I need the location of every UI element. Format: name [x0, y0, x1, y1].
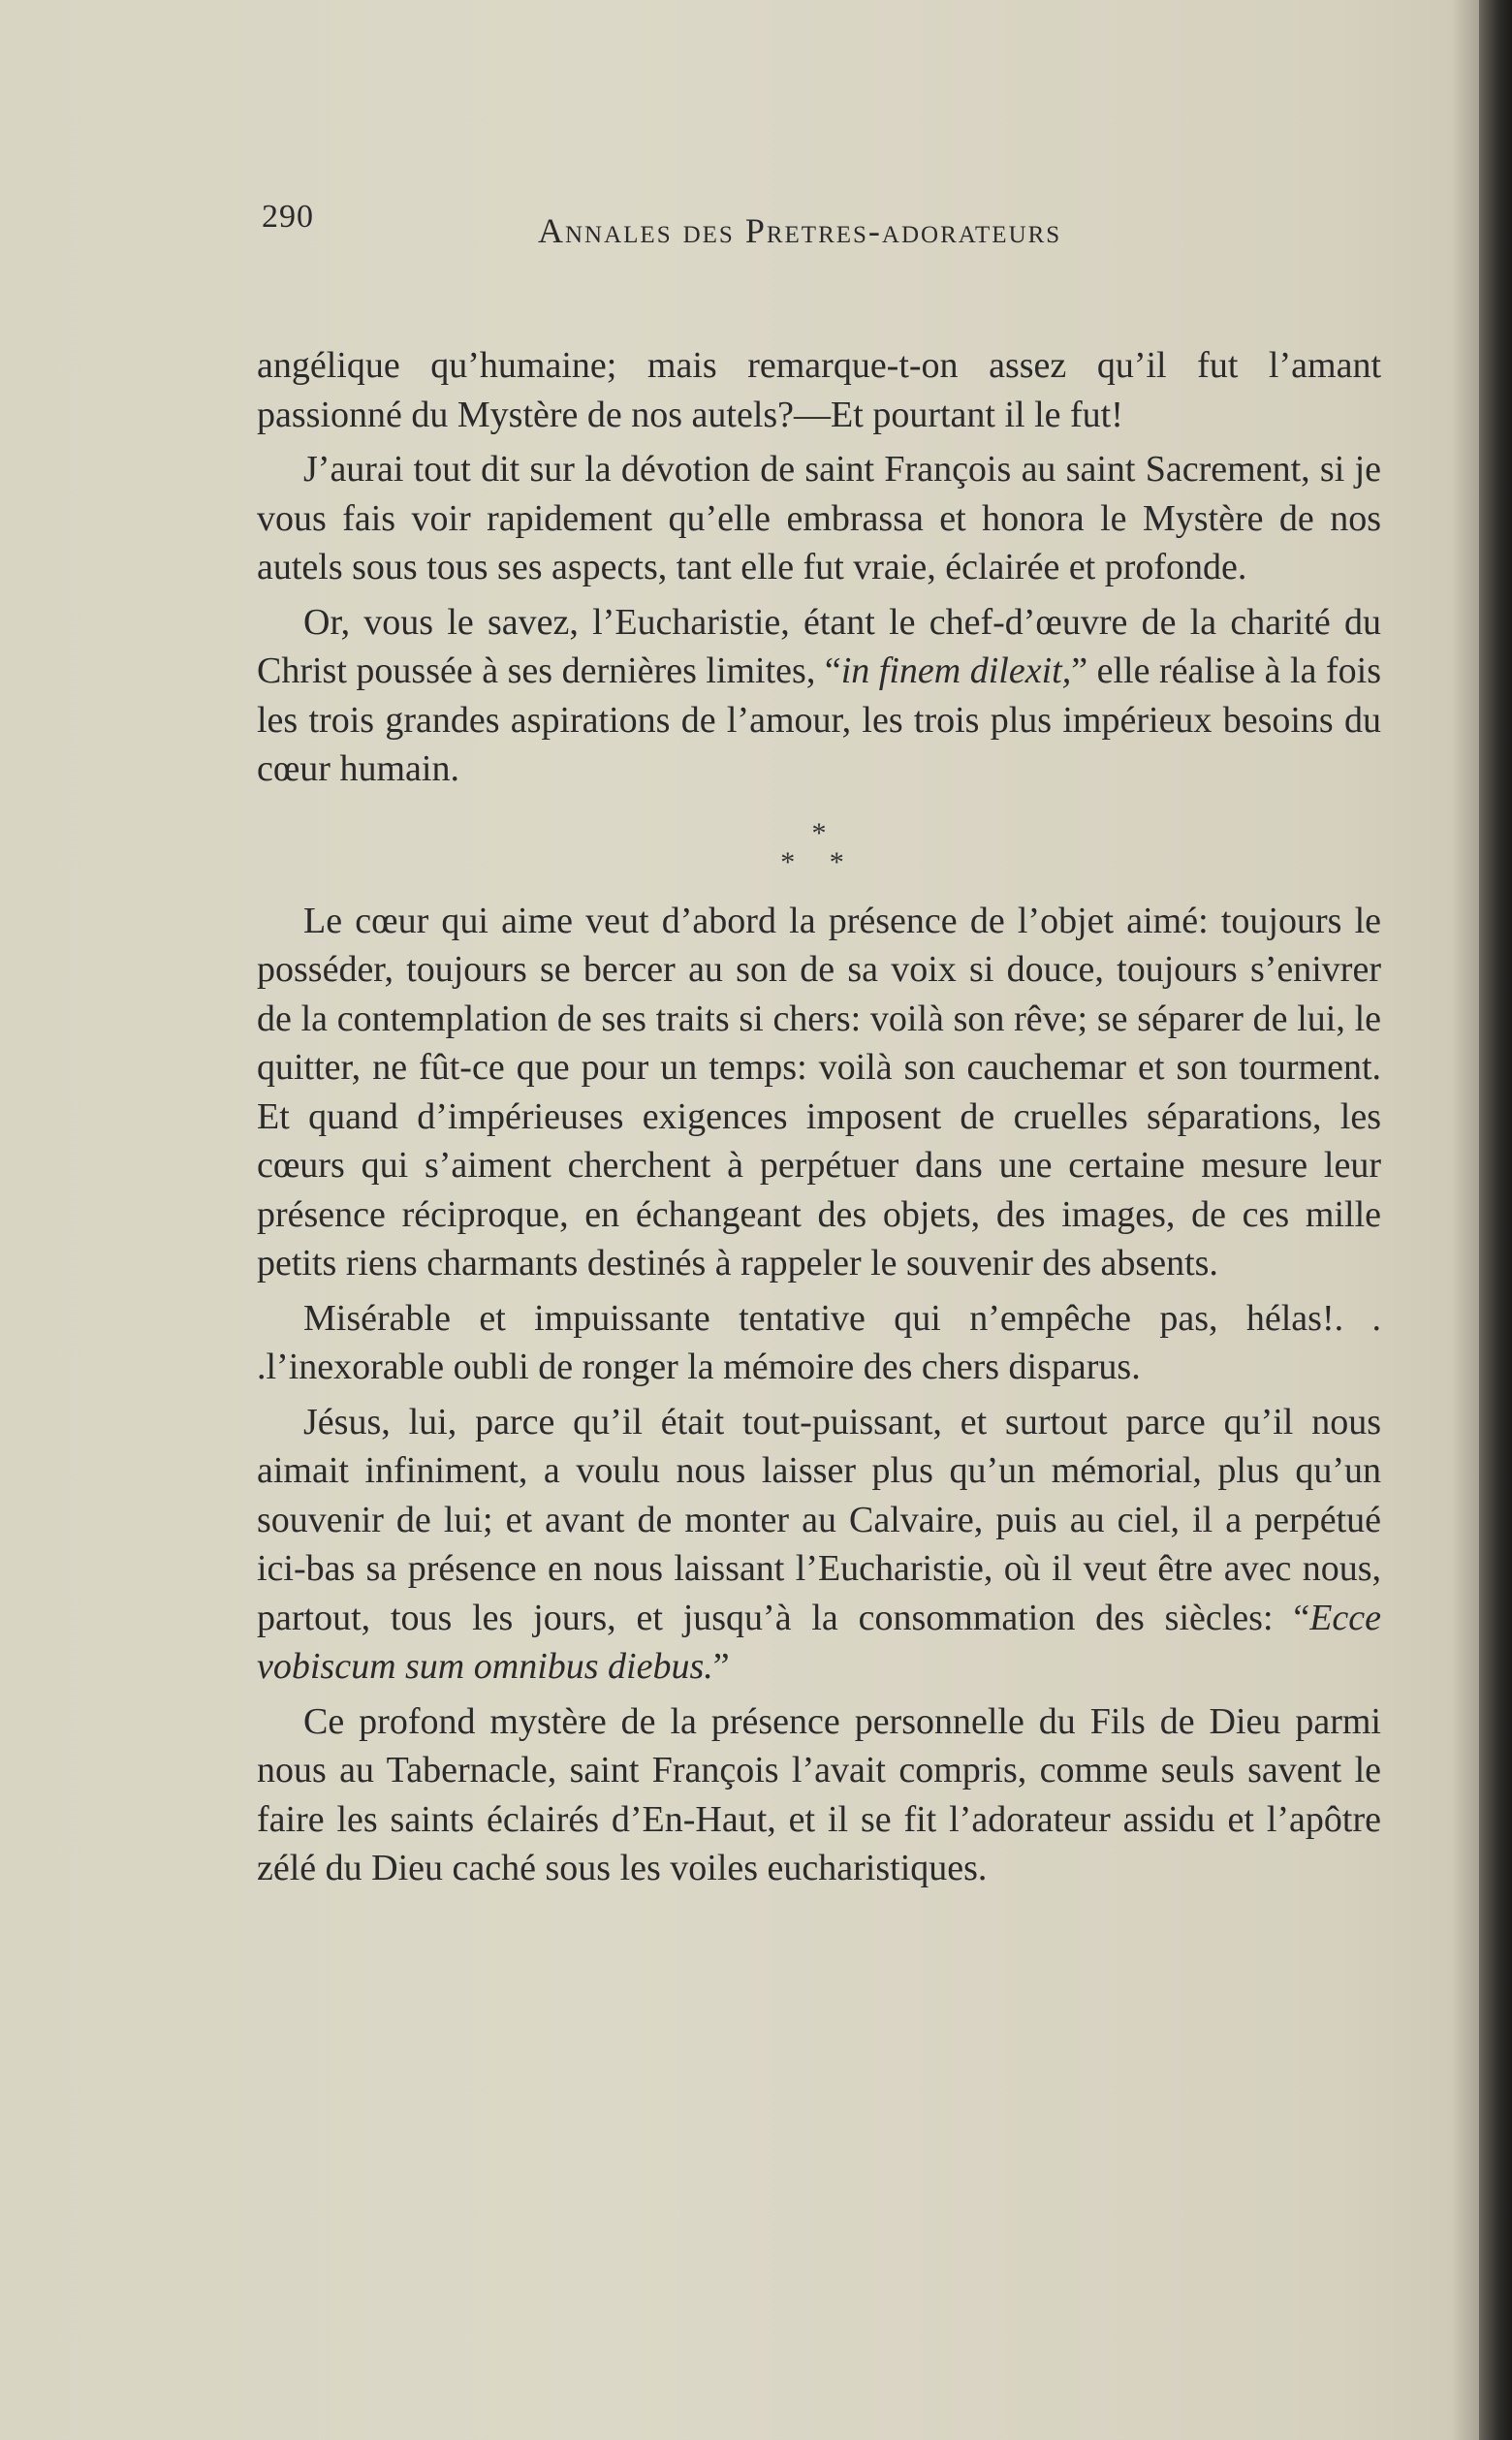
asterism-bottom-stars: * * — [780, 845, 858, 878]
paragraph-3-text-b: ” elle réalise à la fois les trois grandes aspirations de l’amour, les trois plus impérieux besoins du cœur humain. — [257, 650, 1381, 789]
body-text — [257, 341, 1381, 1899]
page-header — [262, 199, 1134, 257]
paragraph-3-text-a: Or, vous le savez, l’Eucharistie, étant le chef-d’œuvre de la charité du Christ poussée à ses dernières limites, “ — [257, 601, 1381, 691]
book-spine-shadow — [1479, 0, 1512, 2440]
asterism-top-star: * — [811, 816, 827, 849]
paragraph-6 — [257, 1398, 1381, 1692]
running-head: Annales des Pretres-adorateurs — [538, 211, 1062, 250]
paragraph-2: J’aurai tout dit sur la dévotion de saint François au saint Sacrement, si je vous fais voir rapidement qu’elle embrassa et honora le Mystère de nos autels sous tous ses aspects, tant elle fut vraie, éclairée et profonde. — [257, 449, 1381, 587]
paragraph-3-latin: in finem dilexit, — [840, 650, 1072, 691]
paragraph-6-text-a: Jésus, lui, parce qu’il était tout-puissant, et surtout parce qu’il nous aimait infiniment, a voulu nous laisser plus qu’un mémorial, plus qu’un souvenir de lui; et avant de monter au Calvaire, puis au ciel, il a perpétué ici-bas sa présence en nous laissant l’Eucharistie, où il veut être avec nous, partout, tous les jours, et jusqu’à la consommation des siècles: “ — [257, 1401, 1381, 1638]
page-number: 290 — [262, 199, 314, 235]
paragraph-6-text-b: ” — [712, 1646, 730, 1687]
section-break-asterism — [257, 816, 1381, 878]
paragraph-5: Misérable et impuissante tentative qui n’empêche pas, hélas!. . .l’inexorable oubli de ronger la mémoire des chers disparus. — [257, 1297, 1381, 1387]
paragraph-6-latin: Ecce vobiscum sum omnibus diebus. — [257, 1597, 1381, 1687]
paragraph-4: Le cœur qui aime veut d’abord la présence de l’objet aimé: toujours le posséder, toujours se bercer au son de sa voix si douce, toujours s’enivrer de la contemplation de ses traits si chers: voilà son rêve; se séparer de lui, le quitter, ne fût-ce que pour un temps: voilà son cauchemar et son tourment. Et quand d’impérieuses exigences imposent de cruelles séparations, les cœurs qui s’aiment cherchent à perpétuer dans une certaine mesure leur présence réciproque, en échangeant des objets, des images, de ces mille petits riens charmants destinés à rappeler le souvenir des absents. — [257, 900, 1381, 1283]
paragraph-1: angélique qu’humaine; mais remarque-t-on assez qu’il fut l’amant passionné du Mystère de nos autels?—Et pourtant il le fut! — [257, 345, 1381, 435]
paragraph-3 — [257, 598, 1381, 794]
paragraph-7: Ce profond mystère de la présence personnelle du Fils de Dieu parmi nous au Tabernacle, saint François l’avait compris, comme seuls savent le faire les saints éclairés d’En-Haut, et il se fit l’adorateur assidu et l’apôtre zélé du Dieu caché sous les voiles eucharistiques. — [257, 1700, 1381, 1888]
